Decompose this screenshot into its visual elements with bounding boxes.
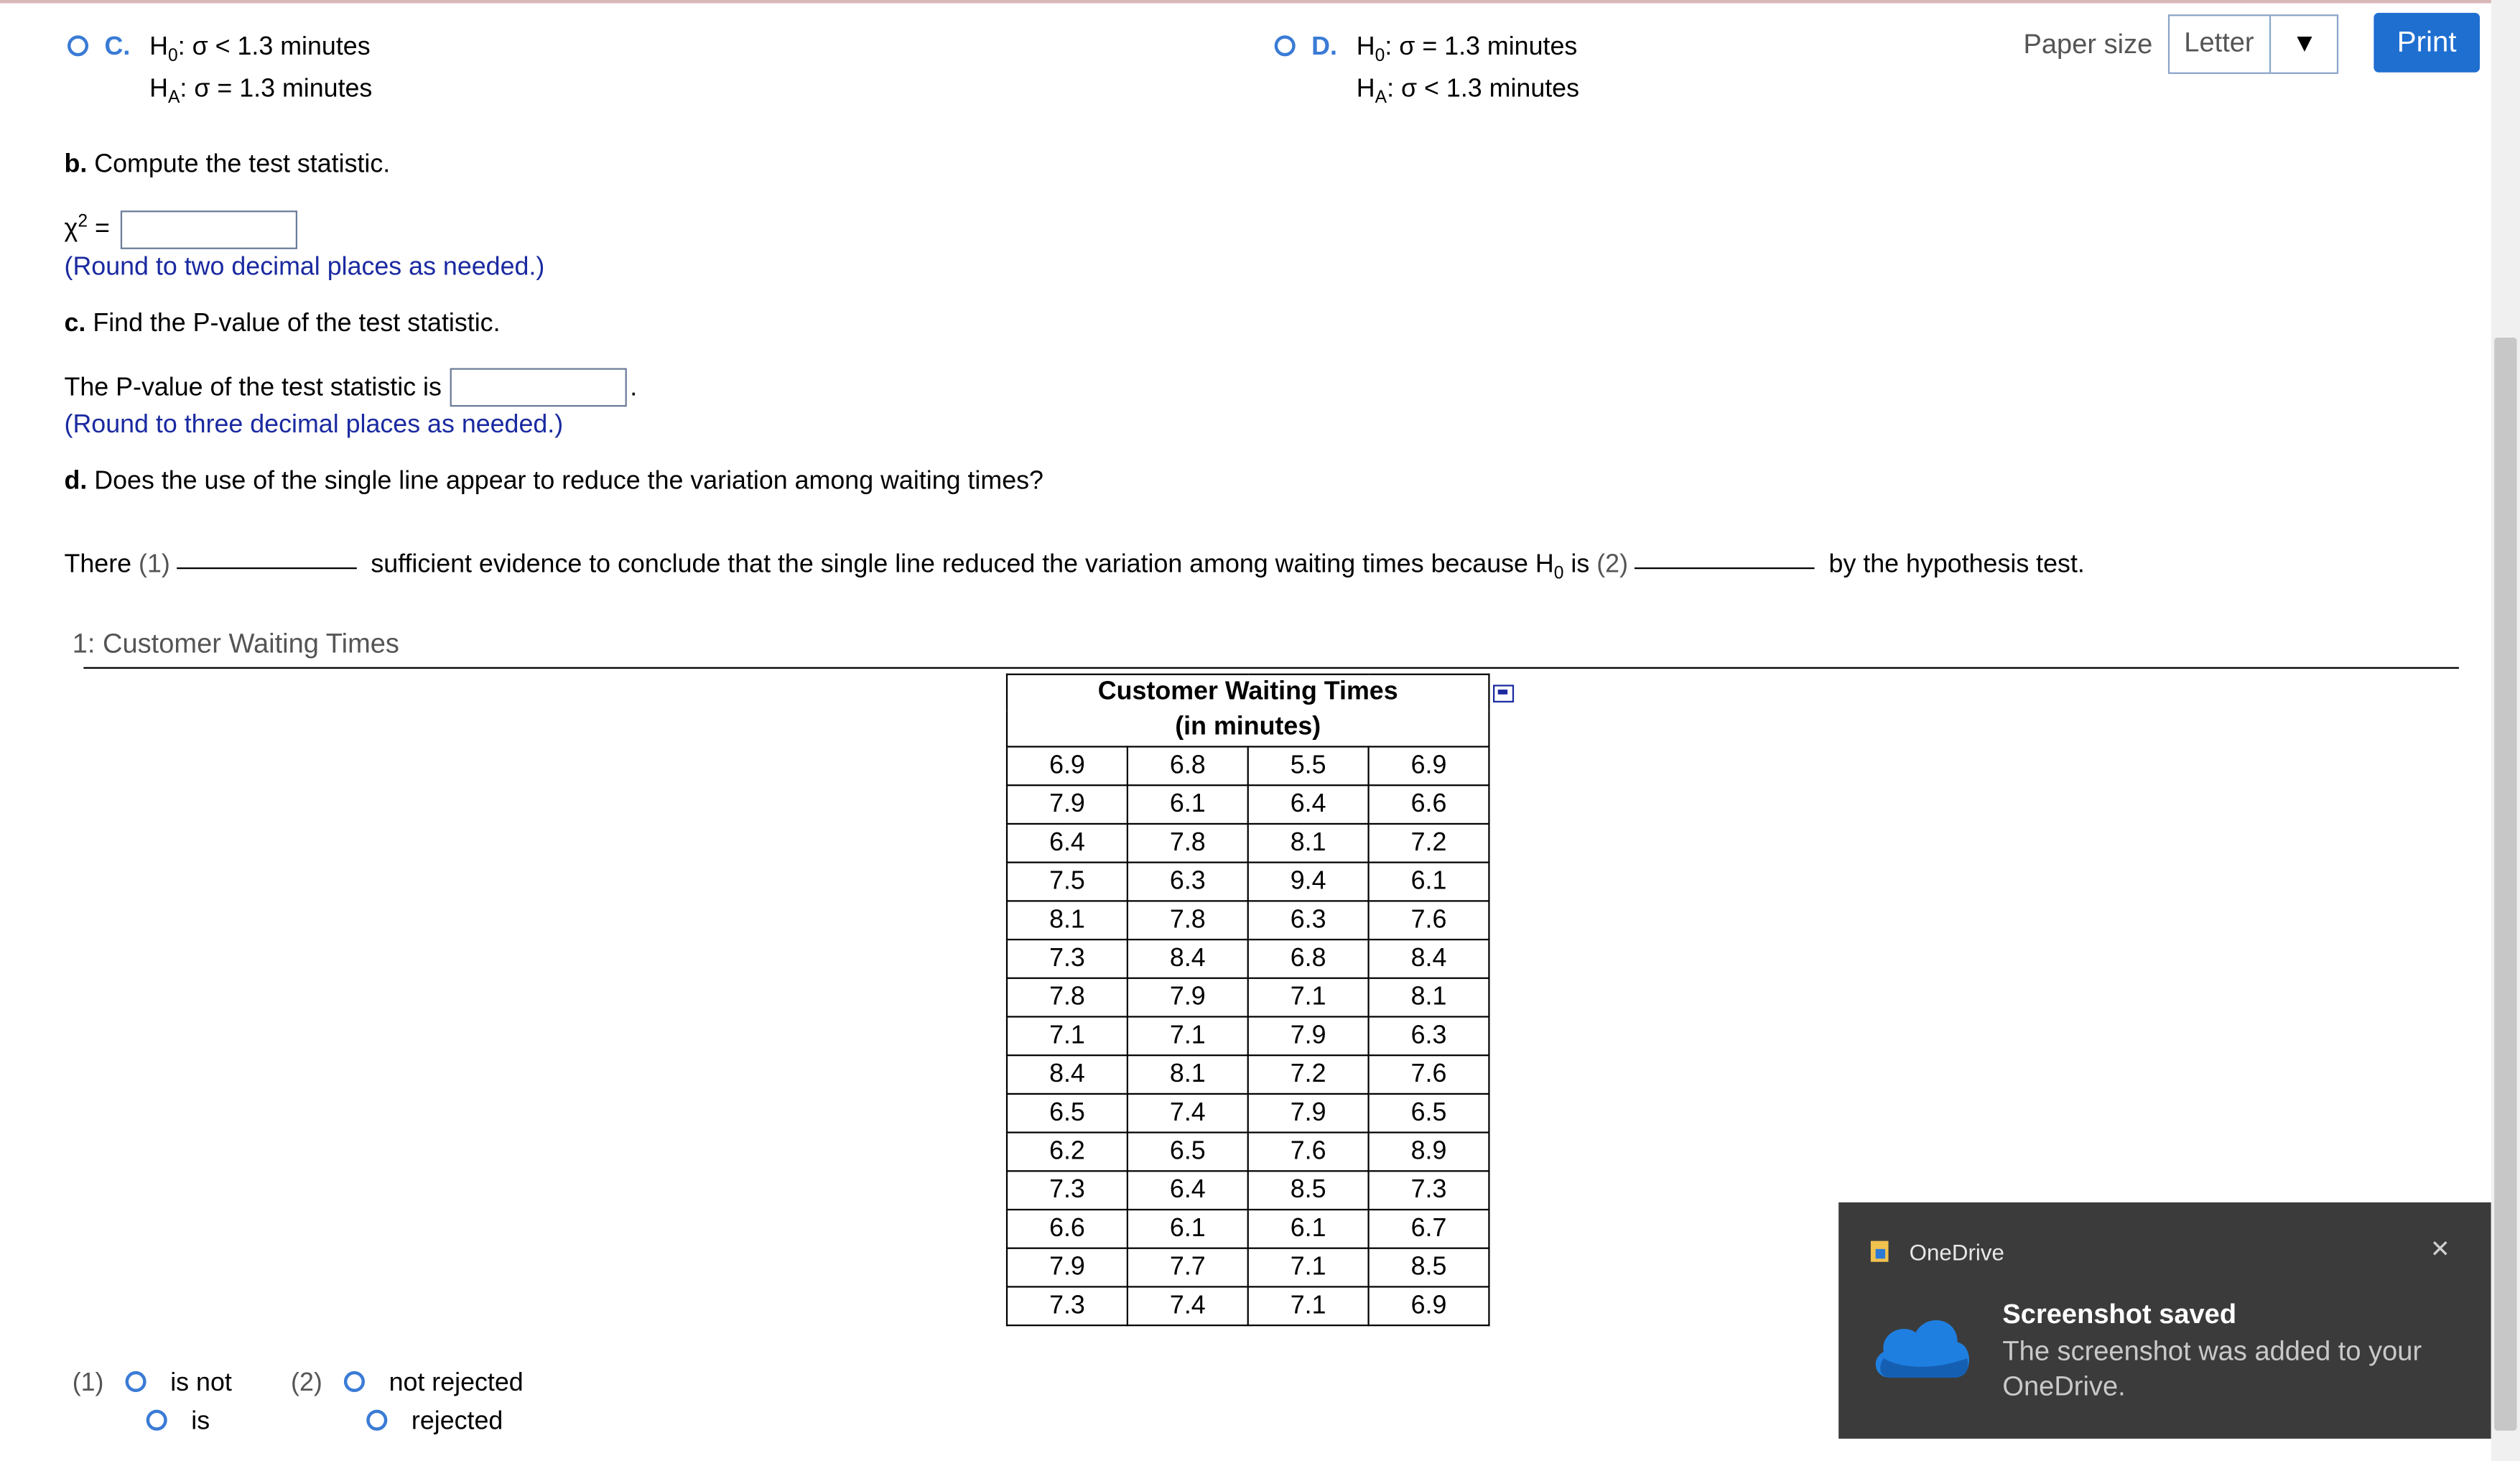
- table-cell: 7.1: [1248, 1286, 1369, 1325]
- table-cell: 6.1: [1128, 785, 1248, 824]
- table-row: [1007, 747, 1489, 786]
- table-cell: 6.4: [1128, 1171, 1248, 1210]
- toast-message-line-2: OneDrive.: [2002, 1370, 2126, 1402]
- table-cell: 6.8: [1248, 940, 1369, 978]
- table-cell: 6.2: [1007, 1133, 1128, 1172]
- paper-size-label: Paper size: [2023, 29, 2153, 60]
- table-cell: 7.1: [1248, 1248, 1369, 1287]
- table-row: [1007, 1286, 1489, 1325]
- p-value-period: .: [630, 374, 638, 402]
- toast-app-name: OneDrive: [1909, 1239, 2004, 1266]
- section-divider: [83, 667, 2459, 669]
- table-cell: 8.1: [1248, 824, 1369, 863]
- table-cell: 8.1: [1369, 978, 1489, 1017]
- table-cell: 7.9: [1248, 1094, 1369, 1133]
- data-section-title: 1: Customer Waiting Times: [72, 629, 399, 659]
- option-c-h0: $H_0$: σ < 1.3 minutes: [149, 33, 371, 66]
- table-cell: 6.1: [1128, 1210, 1248, 1248]
- toast-title: Screenshot saved: [2002, 1299, 2237, 1330]
- choice-1-is-label[interactable]: is: [191, 1408, 210, 1436]
- part-b-hint: (Round to two decimal places as needed.): [64, 254, 545, 282]
- table-cell: 7.6: [1369, 901, 1489, 940]
- table-cell: 7.9: [1248, 1016, 1369, 1055]
- table-cell: 7.6: [1248, 1133, 1369, 1172]
- paper-size-value: Letter: [2184, 27, 2254, 58]
- choice-1-is-radio[interactable]: [147, 1410, 167, 1431]
- table-cell: 7.1: [1248, 978, 1369, 1017]
- p-value-prompt: The P-value of the test statistic is: [64, 374, 442, 402]
- table-cell: 6.4: [1248, 785, 1369, 824]
- onedrive-app-icon: [1871, 1241, 1889, 1262]
- table-cell: 7.3: [1369, 1171, 1489, 1210]
- table-row: [1007, 1016, 1489, 1055]
- table-cell: 5.5: [1248, 747, 1369, 786]
- onedrive-app-icon-inner: [1876, 1249, 1885, 1258]
- choice-2-rejected-radio[interactable]: [366, 1410, 387, 1431]
- table-row: [1007, 1094, 1489, 1133]
- table-cell: 7.3: [1007, 940, 1128, 978]
- table-cell: 9.4: [1248, 863, 1369, 901]
- table-row: [1007, 940, 1489, 978]
- table-cell: 7.8: [1128, 901, 1248, 940]
- table-title: Customer Waiting Times: [1007, 674, 1489, 710]
- table-cell: 8.4: [1007, 1055, 1128, 1094]
- table-subtitle: (in minutes): [1007, 710, 1489, 746]
- table-row: [1007, 1210, 1489, 1248]
- table-cell: 7.1: [1007, 1016, 1128, 1055]
- table-row: [1007, 785, 1489, 824]
- table-cell: 8.4: [1369, 940, 1489, 978]
- table-cell: 7.9: [1007, 785, 1128, 824]
- table-cell: 7.3: [1007, 1171, 1128, 1210]
- table-cell: 7.6: [1369, 1055, 1489, 1094]
- table-cell: 6.9: [1007, 747, 1128, 786]
- onedrive-toast[interactable]: [1838, 1202, 2491, 1439]
- table-cell: 8.5: [1248, 1171, 1369, 1210]
- table-cell: 8.1: [1007, 901, 1128, 940]
- blank-2-dropdown[interactable]: [1635, 552, 1815, 570]
- blank-1-dropdown[interactable]: [177, 552, 358, 570]
- option-c-ha: $H_A$: σ = 1.3 minutes: [149, 75, 373, 108]
- table-row: [1007, 978, 1489, 1017]
- option-c-radio[interactable]: [68, 35, 88, 56]
- choice-2-rejected-label[interactable]: rejected: [411, 1408, 503, 1436]
- table-cell: 6.5: [1128, 1133, 1248, 1172]
- table-cell: 6.3: [1369, 1016, 1489, 1055]
- onedrive-cloud-icon: [1867, 1310, 1973, 1384]
- table-row: [1007, 1133, 1489, 1172]
- blank-2-label: (2): [1596, 551, 1629, 579]
- table-cell: 7.2: [1369, 824, 1489, 863]
- table-cell: 6.5: [1007, 1094, 1128, 1133]
- waiting-times-table: [1006, 674, 1490, 1327]
- table-cell: 6.7: [1369, 1210, 1489, 1248]
- chevron-down-icon[interactable]: ▼: [2292, 30, 2317, 58]
- part-c-hint: (Round to three decimal places as needed.): [64, 411, 564, 439]
- print-button[interactable]: Print: [2373, 13, 2480, 73]
- table-cell: 7.2: [1248, 1055, 1369, 1094]
- table-cell: 7.8: [1007, 978, 1128, 1017]
- table-cell: 7.3: [1007, 1286, 1128, 1325]
- p-value-input[interactable]: [450, 368, 627, 407]
- table-cell: 7.9: [1128, 978, 1248, 1017]
- table-cell: 6.3: [1128, 863, 1248, 901]
- table-cell: 7.8: [1128, 824, 1248, 863]
- table-cell: 7.7: [1128, 1248, 1248, 1287]
- table-cell: 6.6: [1007, 1210, 1128, 1248]
- toast-close-icon[interactable]: ✕: [2430, 1235, 2450, 1263]
- table-cell: 8.9: [1369, 1133, 1489, 1172]
- table-cell: 6.3: [1248, 901, 1369, 940]
- part-d-heading: d. Does the use of the single line appear to reduce the variation among waiting times?: [64, 468, 1043, 496]
- choice-1-is-not-radio[interactable]: [126, 1371, 147, 1392]
- table-cell: 6.1: [1248, 1210, 1369, 1248]
- option-d-h0: $H_0$: σ = 1.3 minutes: [1356, 33, 1578, 66]
- option-d-letter: D.: [1311, 33, 1337, 62]
- toast-message-line-1: The screenshot was added to your: [2002, 1335, 2422, 1367]
- table-cell: 6.9: [1369, 1286, 1489, 1325]
- table-cell: 8.5: [1369, 1248, 1489, 1287]
- choice-group-1-label: (1): [72, 1369, 104, 1397]
- table-cell: 6.4: [1007, 824, 1128, 863]
- table-row: [1007, 1055, 1489, 1094]
- paper-size-select[interactable]: [2168, 14, 2338, 74]
- chi-square-label: $\chi^2$ =: [64, 212, 110, 243]
- copy-data-icon-inner: [1498, 690, 1507, 695]
- table-row: [1007, 1248, 1489, 1287]
- blank-1-label: (1): [139, 551, 170, 579]
- table-cell: 6.6: [1369, 785, 1489, 824]
- choice-group-2-label: (2): [291, 1369, 322, 1397]
- option-d-radio[interactable]: [1275, 35, 1296, 56]
- top-border: [0, 0, 2520, 3]
- table-row: [1007, 1171, 1489, 1210]
- scrollbar-thumb[interactable]: [2494, 338, 2516, 1431]
- table-row: [1007, 863, 1489, 901]
- table-cell: 6.1: [1369, 863, 1489, 901]
- select-divider: [2269, 16, 2271, 72]
- part-b-heading: b. Compute the test statistic.: [64, 151, 391, 179]
- table-cell: 8.4: [1128, 940, 1248, 978]
- choice-2-not-rejected-label[interactable]: not rejected: [389, 1369, 524, 1397]
- table-cell: 7.4: [1128, 1094, 1248, 1133]
- table-cell: 8.1: [1128, 1055, 1248, 1094]
- chi-square-input[interactable]: [121, 210, 297, 249]
- part-d-sentence: There (1) sufficient evidence to conclude that the single line reduced the variation among waiting times because $H_0$ is (2) by the hypothesis test.: [64, 551, 2085, 584]
- part-c-heading: c. Find the P-value of the test statistic.: [64, 310, 501, 338]
- table-cell: 6.5: [1369, 1094, 1489, 1133]
- table-cell: 7.1: [1128, 1016, 1248, 1055]
- option-c-letter: C.: [104, 33, 131, 62]
- table-cell: 7.9: [1007, 1248, 1128, 1287]
- copy-data-icon[interactable]: [1493, 685, 1514, 702]
- option-d-ha: $H_A$: σ < 1.3 minutes: [1356, 75, 1580, 108]
- table-cell: 6.9: [1369, 747, 1489, 786]
- table-cell: 7.5: [1007, 863, 1128, 901]
- table-cell: 6.8: [1128, 747, 1248, 786]
- choice-2-not-rejected-radio[interactable]: [344, 1371, 365, 1392]
- table-row: [1007, 824, 1489, 863]
- table-row: [1007, 901, 1489, 940]
- choice-1-is-not-label[interactable]: is not: [170, 1369, 232, 1397]
- table-cell: 7.4: [1128, 1286, 1248, 1325]
